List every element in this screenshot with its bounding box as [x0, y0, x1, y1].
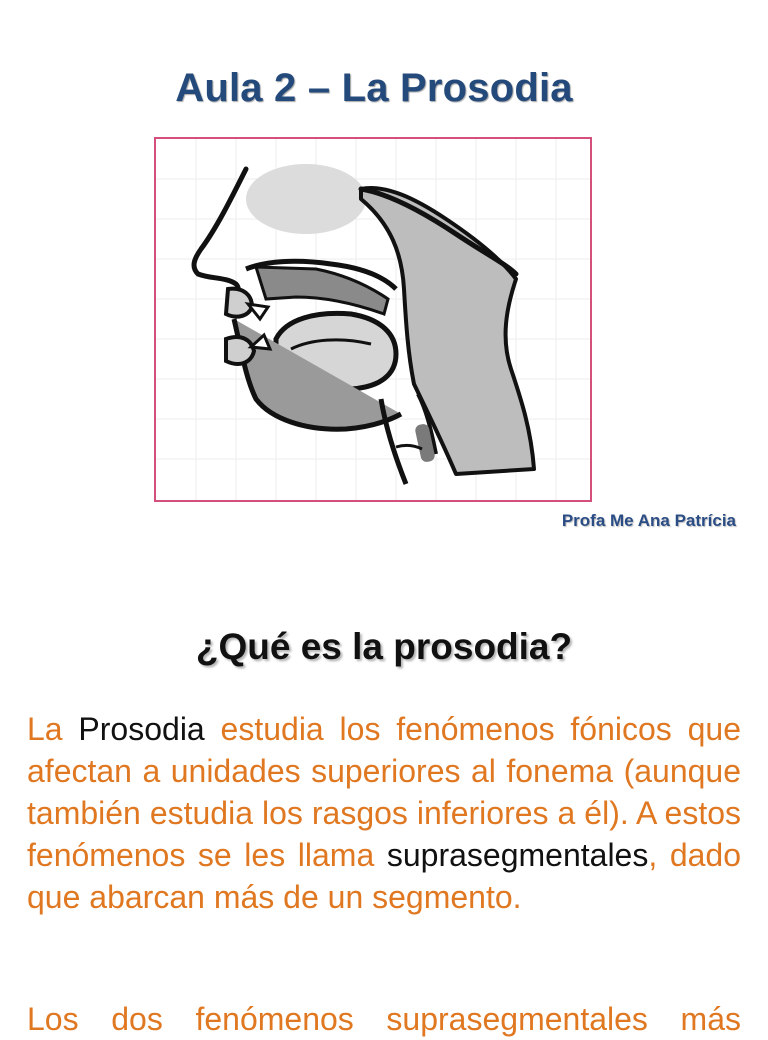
page-title: Aula 2 – La Prosodia [175, 66, 573, 110]
text-segment: estudia los fenómenos fónicos que afectan a unidades superiores al fonema (aunque también estudia los rasgos inferiores a él). A estos fenómenos se les llama [27, 711, 742, 873]
section-heading: ¿Qué es la prosodia? [195, 626, 573, 667]
definition-paragraph [27, 708, 741, 918]
text-segment: , dado que abarcan más de un segmento. [27, 837, 742, 915]
author-credit: Profa Me Ana Patrícia [561, 511, 736, 530]
text-segment: La [27, 711, 79, 747]
vocal-tract-icon [156, 139, 590, 500]
vocal-tract-diagram [154, 137, 592, 502]
term-prosodia: Prosodia [78, 711, 205, 747]
slide-content [0, 560, 768, 1037]
second-paragraph: Los dos fenómenos suprasegmentales más [27, 1001, 741, 1037]
term-suprasegmentales: suprasegmentales [386, 837, 649, 873]
